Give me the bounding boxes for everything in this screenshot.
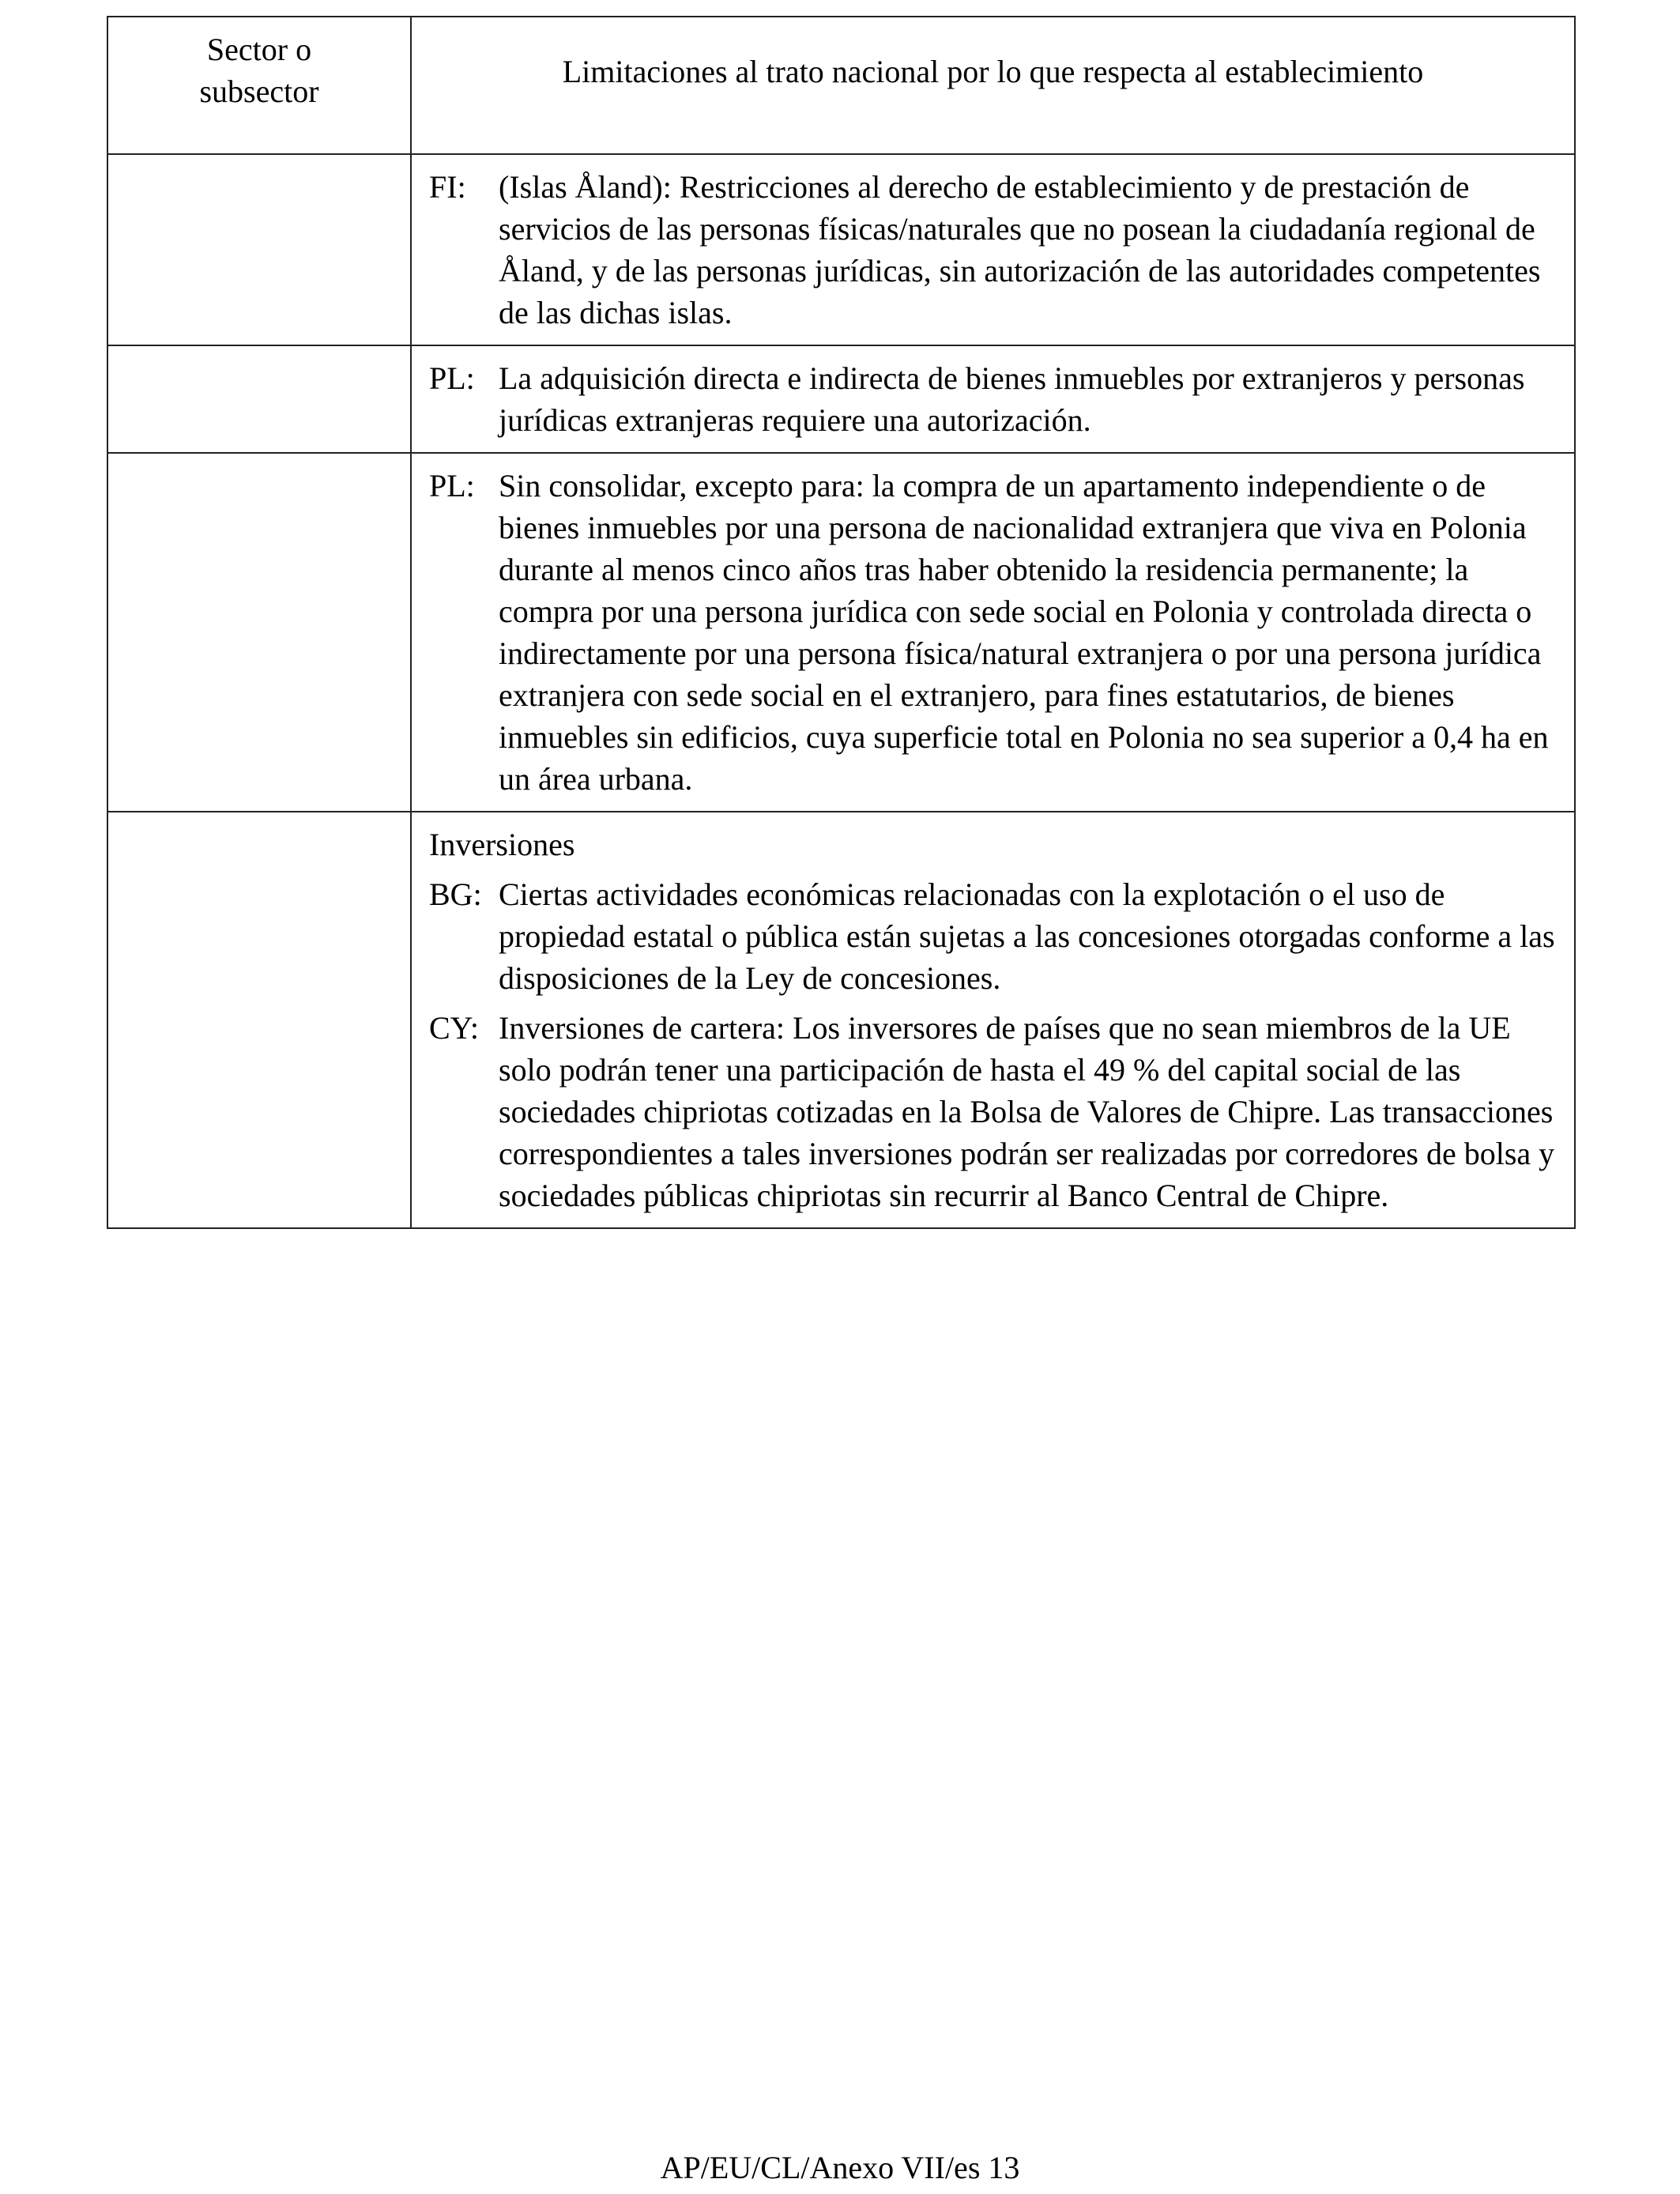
table-row bbox=[107, 345, 1575, 453]
header-limitations-label: Limitaciones al trato nacional por lo que respecta al establecimiento bbox=[562, 54, 1424, 89]
limitation-entry bbox=[429, 166, 1558, 334]
limitation-entry bbox=[429, 357, 1558, 441]
limitations-cell bbox=[411, 154, 1575, 345]
country-code: PL: bbox=[429, 468, 475, 503]
table-header-row bbox=[107, 17, 1575, 154]
country-code: CY: bbox=[429, 1010, 480, 1046]
sector-cell bbox=[107, 345, 411, 453]
header-sector-line-1: Sector o bbox=[206, 32, 312, 67]
limitation-text: Sin consolidar, excepto para: la compra de un apartamento independiente o de bienes inmuebles por una persona de nacionalidad extranjera que viva en Polonia durante al menos cinco años tras haber obtenido la residencia permanente; la compra por una persona jurídica con sede social en Polonia y controlada directa o indirectamente por una persona física/natural extranjera o por una persona jurídica extranjera con sede social en el extranjero, para fines estatutarios, de bienes inmuebles sin edificios, cuya superficie total en Polonia no sea superior a 0,4 ha en un área urbana. bbox=[499, 468, 1549, 797]
country-code: PL: bbox=[429, 360, 475, 396]
limitation-text: La adquisición directa e indirecta de bienes inmuebles por extranjeros y personas jurídicas extranjeras requiere una autorización. bbox=[499, 360, 1525, 438]
table-row bbox=[107, 154, 1575, 345]
header-sector-cell bbox=[107, 17, 411, 154]
limitation-text: (Islas Åland): Restricciones al derecho de establecimiento y de prestación de servicios de las personas físicas/naturales que no posean la ciudadanía regional de Åland, y de las personas jurídicas, sin autorización de las autoridades competentes de las dichas islas. bbox=[499, 169, 1541, 330]
limitations-cell bbox=[411, 812, 1575, 1228]
page-footer-reference: AP/EU/CL/Anexo VII/es 13 bbox=[660, 2150, 1020, 2185]
limitation-entry bbox=[429, 1007, 1558, 1216]
limitations-table bbox=[107, 16, 1576, 1229]
header-limitations-cell bbox=[411, 17, 1575, 154]
section-heading: Inversiones bbox=[429, 827, 575, 862]
table-row bbox=[107, 812, 1575, 1228]
country-code: FI: bbox=[429, 169, 466, 205]
limitation-text: Ciertas actividades económicas relacionadas con la explotación o el uso de propiedad estatal o pública están sujetas a las concesiones otorgadas conforme a las disposiciones de la Ley de concesiones. bbox=[499, 876, 1555, 996]
limitation-entry bbox=[429, 465, 1558, 800]
limitation-text: Inversiones de cartera: Los inversores de países que no sean miembros de la UE solo podrán tener una participación de hasta el 49 % del capital social de las sociedades chipriotas cotizadas en la Bolsa de Valores de Chipre. Las transacciones correspondientes a tales inversiones podrán ser realizadas por corredores de bolsa y sociedades públicas chipriotas sin recurrir al Banco Central de Chipre. bbox=[499, 1010, 1555, 1213]
limitations-cell bbox=[411, 345, 1575, 453]
sector-cell bbox=[107, 154, 411, 345]
country-code: BG: bbox=[429, 876, 482, 912]
sector-cell bbox=[107, 453, 411, 812]
header-sector-line-2: subsector bbox=[199, 74, 319, 109]
sector-cell bbox=[107, 812, 411, 1228]
limitation-entry bbox=[429, 873, 1558, 999]
table-row bbox=[107, 453, 1575, 812]
limitations-cell bbox=[411, 453, 1575, 812]
